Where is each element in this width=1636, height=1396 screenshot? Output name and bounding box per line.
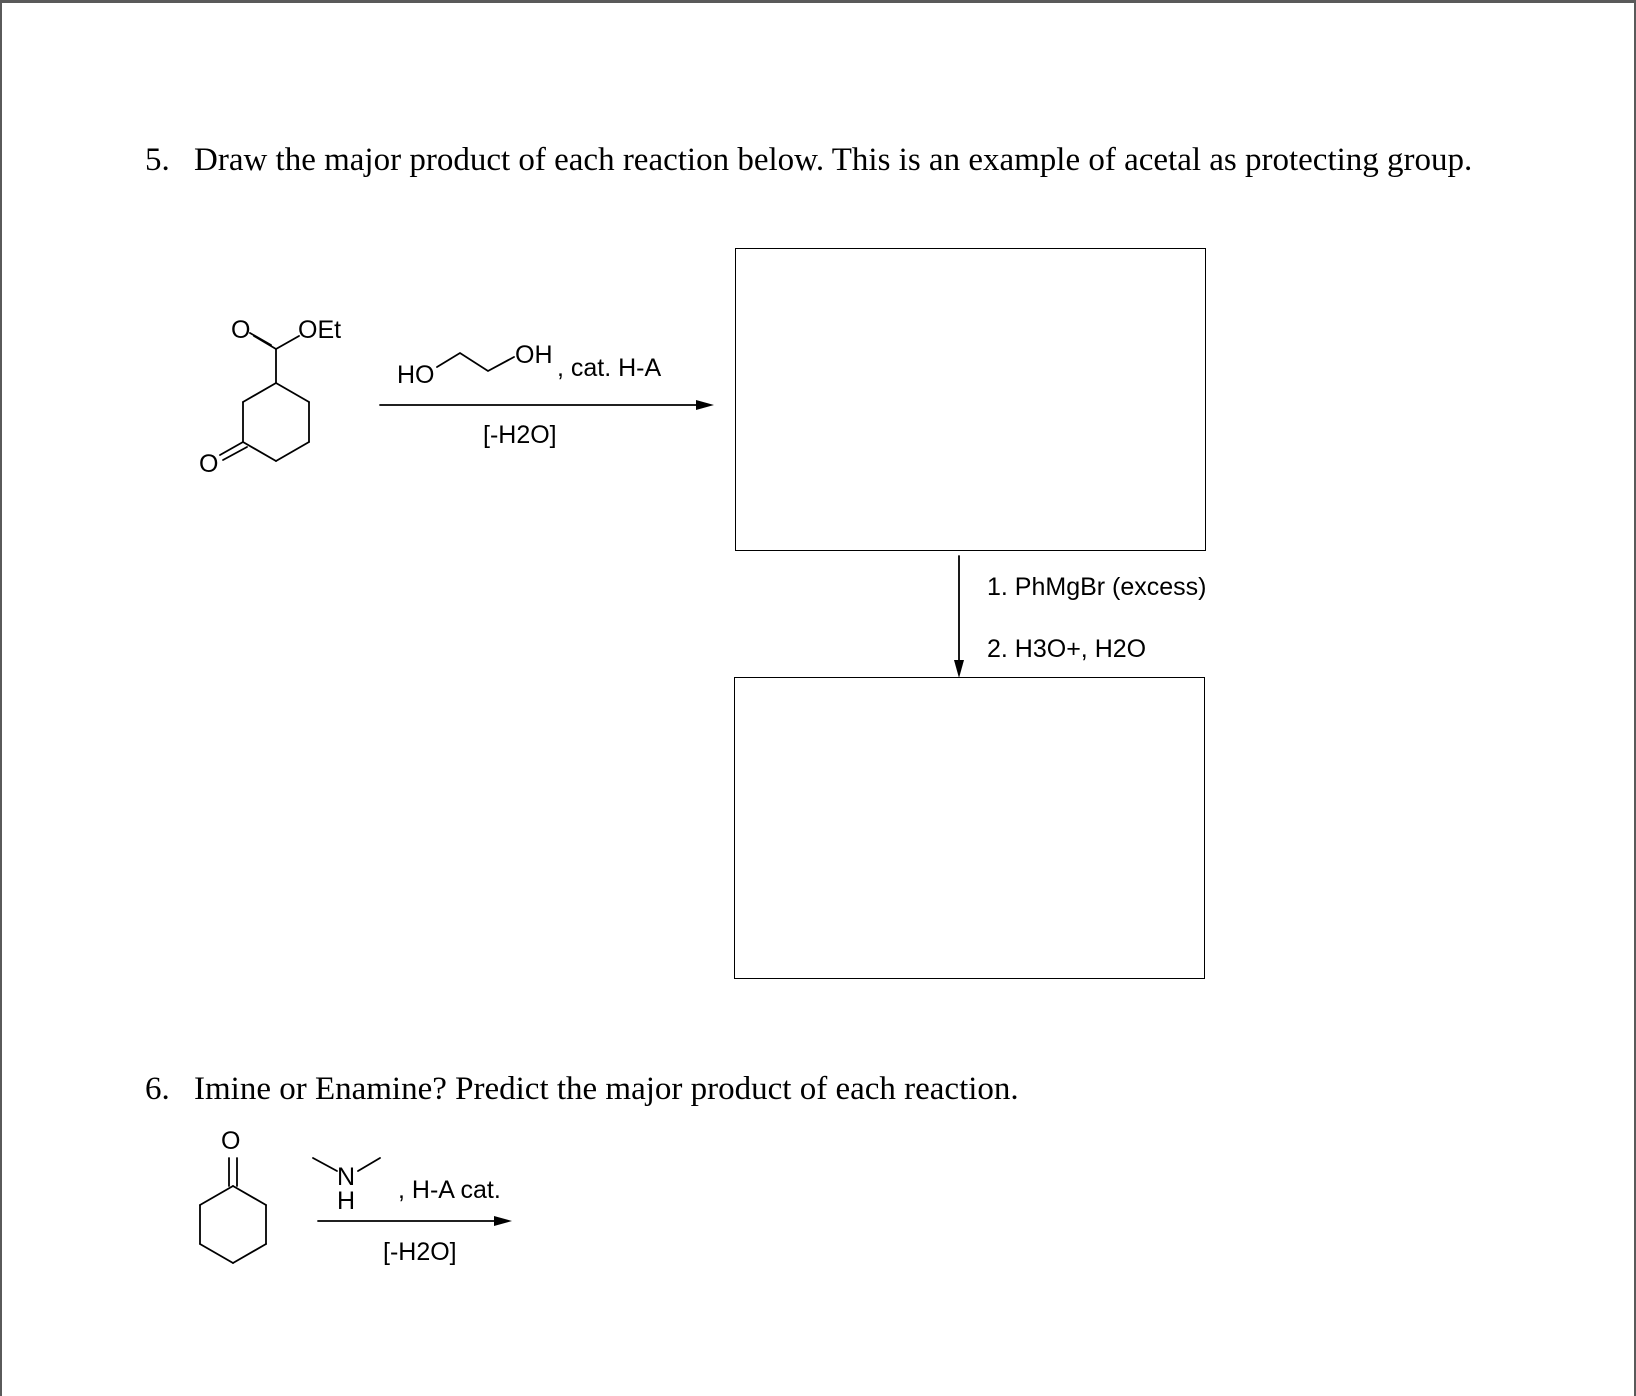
q6-minus-water-label: [-H2O] <box>383 1238 457 1266</box>
step2-line2: 2. H3O+, H2O <box>987 635 1147 663</box>
q5-starting-material-ring <box>243 383 309 461</box>
q5-oet-label: OEt <box>298 316 342 344</box>
question-5-number: 5. <box>145 142 170 178</box>
q5-arrow-head <box>696 400 714 410</box>
reagent-catalyst-label: , cat. H-A <box>557 354 662 382</box>
question-6-text: Imine or Enamine? Predict the major product of each reaction. <box>194 1071 1019 1107</box>
dimethylamine-bonds <box>313 1158 337 1171</box>
reagent-oh-label: OH <box>515 341 553 369</box>
q5-minus-water-label: [-H2O] <box>483 421 557 449</box>
question-5-text: Draw the major product of each reaction below. This is an example of acetal as protecting group. <box>194 142 1473 178</box>
q6-starting-material-ring <box>200 1186 266 1263</box>
ethylene-glycol-bonds <box>437 353 514 371</box>
q5-ketone-oxygen: O <box>199 450 219 478</box>
reagent-ho-label: HO <box>397 361 435 389</box>
amine-n-label: N <box>337 1163 356 1191</box>
step2-line1: 1. PhMgBr (excess) <box>987 573 1207 601</box>
amine-h-label: H <box>337 1187 356 1215</box>
q5-ester-oxygen: O <box>231 316 251 344</box>
question-6-number: 6. <box>145 1071 170 1107</box>
q6-catalyst-label: , H-A cat. <box>398 1176 501 1204</box>
q6-ketone-oxygen: O <box>221 1127 241 1155</box>
q6-arrow-head <box>494 1216 512 1226</box>
q5-step2-arrow-head <box>954 660 964 678</box>
q5-ketone-bond <box>220 442 243 455</box>
